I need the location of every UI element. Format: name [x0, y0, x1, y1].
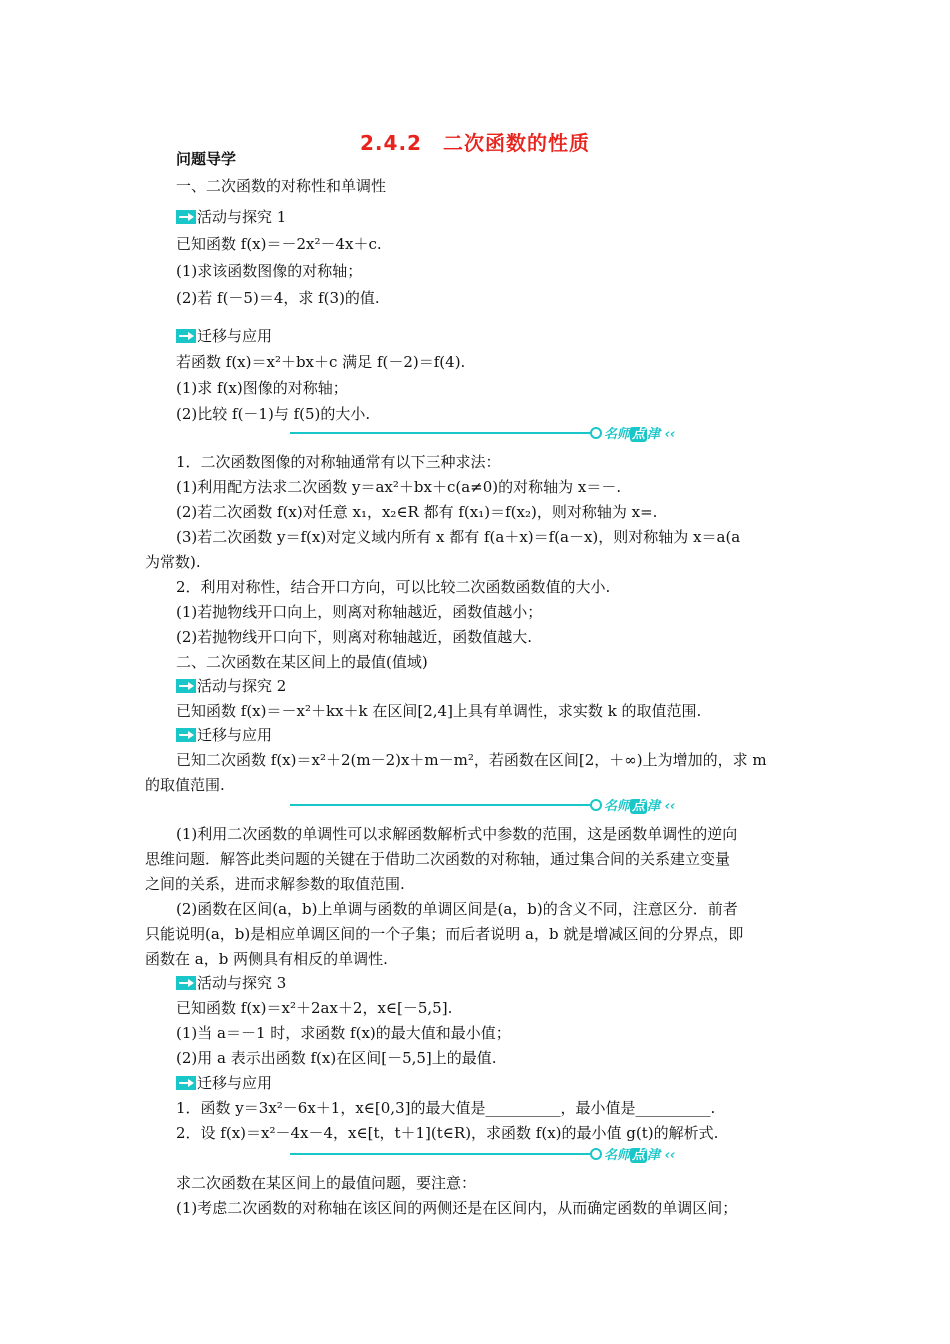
text-line: (2)比较 f(－1)与 f(5)的大小.	[176, 405, 371, 423]
arrow-icon	[176, 210, 196, 224]
text-line: (1)求该函数图像的对称轴；	[176, 262, 363, 280]
arrow-icon	[176, 679, 196, 693]
application-label-1: 迁移与应用	[176, 326, 272, 346]
text-line: 之间的关系，进而求解参数的取值范围.	[145, 875, 405, 893]
text-line: (1)考虑二次函数的对称轴在该区间的两侧还是在区间内，从而确定函数的单调区间；	[176, 1199, 738, 1217]
text-line: 1．二次函数图像的对称轴通常有以下三种求法：	[176, 453, 501, 471]
text-line: 已知函数 f(x)＝－x²＋kx＋k 在区间[2,4]上具有单调性，求实数 k 的取值范围.	[176, 702, 702, 720]
text-line: (2)若 f(－5)＝4，求 f(3)的值.	[176, 289, 380, 307]
section-title-2: 二、二次函数在某区间上的最值(值域)	[176, 653, 428, 671]
activity-label-2: 活动与探究 2	[176, 676, 286, 696]
text-line: (2)若二次函数 f(x)对任意 x₁，x₂∈R 都有 f(x₁)＝f(x₂)，则对称轴为 x=.	[176, 503, 658, 521]
circle-icon	[590, 1148, 602, 1160]
text-line: (1)当 a＝－1 时，求函数 f(x)的最大值和最小值；	[176, 1024, 511, 1042]
tip-divider	[290, 797, 693, 813]
arrow-icon	[176, 728, 196, 742]
divider-line	[290, 1153, 590, 1155]
text-line: 只能说明(a，b)是相应单调区间的一个子集；而后者说明 a，b 就是增减区间的分界点，即	[145, 925, 744, 943]
text-line: 函数在 a，b 两侧具有相反的单调性.	[145, 950, 388, 968]
divider-line	[290, 432, 590, 434]
text-line: 已知函数 f(x)＝－2x²－4x＋c.	[176, 235, 382, 253]
activity-label-1: 活动与探究 1	[176, 207, 286, 227]
tip-badge: 名师 点 津 ‹‹	[590, 795, 675, 814]
text-line: (1)若抛物线开口向上，则离对称轴越近，函数值越小；	[176, 603, 543, 621]
activity-label-3: 活动与探究 3	[176, 973, 286, 993]
tip-divider	[290, 425, 693, 441]
divider-line	[290, 804, 590, 806]
text-line: 若函数 f(x)＝x²＋bx＋c 满足 f(－2)＝f(4).	[176, 353, 466, 371]
text-line: (2)函数在区间(a，b)上单调与函数的单调区间是(a，b)的含义不同，注意区分．前者	[176, 900, 738, 918]
text-line: 的取值范围.	[145, 776, 225, 794]
text-line: 求二次函数在某区间上的最值问题，要注意：	[176, 1174, 477, 1192]
text-line: (1)利用二次函数的单调性可以求解函数解析式中参数的范围，这是函数单调性的逆向	[176, 825, 738, 843]
text-line: (2)用 a 表示出函数 f(x)在区间[－5,5]上的最值.	[176, 1049, 497, 1067]
arrow-icon	[176, 329, 196, 343]
text-line: (2)若抛物线开口向下，则离对称轴越近，函数值越大.	[176, 628, 533, 646]
text-line: (1)求 f(x)图像的对称轴；	[176, 379, 348, 397]
text-line: (1)利用配方法求二次函数 y＝ax²＋bx＋c(a≠0)的对称轴为 x＝－.	[176, 478, 622, 496]
arrow-icon	[176, 976, 196, 990]
text-line: 2．设 f(x)＝x²－4x－4，x∈[t，t＋1](t∈R)，求函数 f(x)的最小值 g(t)的解析式.	[176, 1124, 719, 1142]
section-heading: 问题导学	[176, 150, 237, 168]
text-line: 已知二次函数 f(x)＝x²＋2(m－2)x＋m－m²，若函数在区间[2，＋∞)上为增加的，求 m	[176, 751, 767, 769]
arrow-icon	[176, 1076, 196, 1090]
tip-divider	[290, 1146, 693, 1162]
application-label-3: 迁移与应用	[176, 1073, 272, 1093]
tip-badge: 名师 点 津 ‹‹	[590, 1144, 675, 1163]
circle-icon	[590, 427, 602, 439]
section-title-1: 一、二次函数的对称性和单调性	[176, 177, 387, 195]
application-label-2: 迁移与应用	[176, 725, 272, 745]
tip-badge: 名师 点 津 ‹‹	[590, 423, 675, 442]
text-line: (3)若二次函数 y＝f(x)对定义域内所有 x 都有 f(a＋x)＝f(a－x)，则对称轴为 x＝a(a	[176, 528, 741, 546]
text-line: 为常数).	[145, 553, 201, 571]
page-title: 2.4.2 二次函数的性质	[360, 131, 590, 155]
text-line: 已知函数 f(x)＝x²＋2ax＋2，x∈[－5,5].	[176, 999, 453, 1017]
text-line: 2．利用对称性，结合开口方向，可以比较二次函数函数值的大小.	[176, 578, 611, 596]
text-line: 思维问题．解答此类问题的关键在于借助二次函数的对称轴，通过集合间的关系建立变量	[145, 850, 731, 868]
circle-icon	[590, 799, 602, 811]
text-line: 1．函数 y＝3x²－6x＋1，x∈[0,3]的最大值是__________，最小值是__________.	[176, 1099, 716, 1117]
